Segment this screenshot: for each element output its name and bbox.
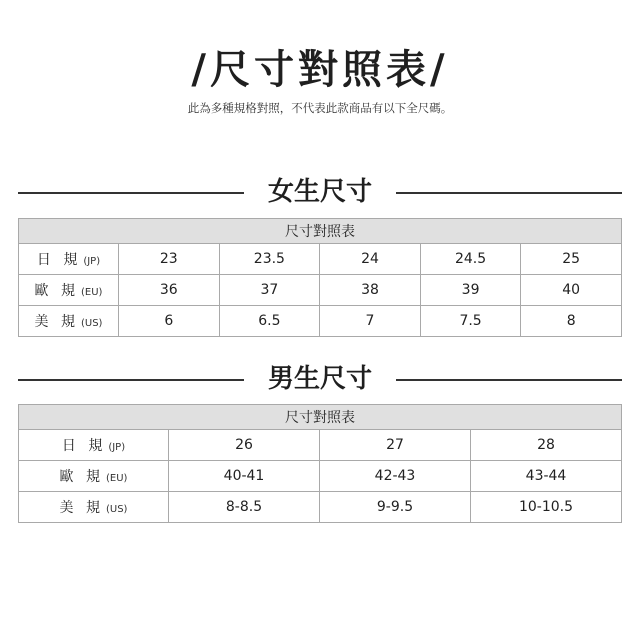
table-header: 尺寸對照表 bbox=[19, 405, 622, 430]
table-row bbox=[19, 306, 622, 337]
table-cell: 7.5 bbox=[420, 306, 521, 337]
table-cell: 6.5 bbox=[219, 306, 320, 337]
women-section-header bbox=[18, 177, 622, 207]
divider-line bbox=[18, 379, 244, 381]
table-header-row bbox=[19, 219, 622, 244]
table-cell: 28 bbox=[471, 430, 622, 461]
men-size-table bbox=[18, 404, 622, 523]
table-cell: 40 bbox=[521, 275, 622, 306]
table-cell: 24 bbox=[320, 244, 421, 275]
table-cell: 23.5 bbox=[219, 244, 320, 275]
row-label: 美 規 (US) bbox=[19, 492, 169, 523]
table-cell: 26 bbox=[169, 430, 320, 461]
table-cell: 7 bbox=[320, 306, 421, 337]
table-cell: 43-44 bbox=[471, 461, 622, 492]
table-cell: 9-9.5 bbox=[320, 492, 471, 523]
table-cell: 25 bbox=[521, 244, 622, 275]
table-row bbox=[19, 461, 622, 492]
table-row bbox=[19, 430, 622, 461]
table-cell: 6 bbox=[119, 306, 220, 337]
row-label: 日 規 (JP) bbox=[19, 430, 169, 461]
row-label: 歐 規 (EU) bbox=[19, 275, 119, 306]
table-cell: 37 bbox=[219, 275, 320, 306]
table-cell: 38 bbox=[320, 275, 421, 306]
table-row bbox=[19, 275, 622, 306]
men-section-header bbox=[18, 364, 622, 394]
table-cell: 40-41 bbox=[169, 461, 320, 492]
table-row bbox=[19, 492, 622, 523]
table-cell: 27 bbox=[320, 430, 471, 461]
row-label: 歐 規 (EU) bbox=[19, 461, 169, 492]
women-section-label: 女生尺寸 bbox=[267, 177, 372, 207]
table-cell: 8-8.5 bbox=[169, 492, 320, 523]
table-cell: 36 bbox=[119, 275, 220, 306]
divider-line bbox=[396, 192, 622, 194]
row-label: 日 規 (JP) bbox=[19, 244, 119, 275]
table-row bbox=[19, 244, 622, 275]
divider-line bbox=[396, 379, 622, 381]
table-cell: 39 bbox=[420, 275, 521, 306]
table-cell: 24.5 bbox=[420, 244, 521, 275]
table-header: 尺寸對照表 bbox=[19, 219, 622, 244]
table-cell: 10-10.5 bbox=[471, 492, 622, 523]
page-subtitle: 此為多種規格對照，不代表此款商品有以下全尺碼。 bbox=[187, 101, 453, 115]
table-cell: 23 bbox=[119, 244, 220, 275]
row-label: 美 規 (US) bbox=[19, 306, 119, 337]
table-header-row bbox=[19, 405, 622, 430]
women-size-table bbox=[18, 218, 622, 337]
table-cell: 42-43 bbox=[320, 461, 471, 492]
men-section-label: 男生尺寸 bbox=[267, 364, 372, 394]
table-cell: 8 bbox=[521, 306, 622, 337]
page-title: /尺寸對照表/ bbox=[191, 46, 449, 93]
divider-line bbox=[18, 192, 244, 194]
